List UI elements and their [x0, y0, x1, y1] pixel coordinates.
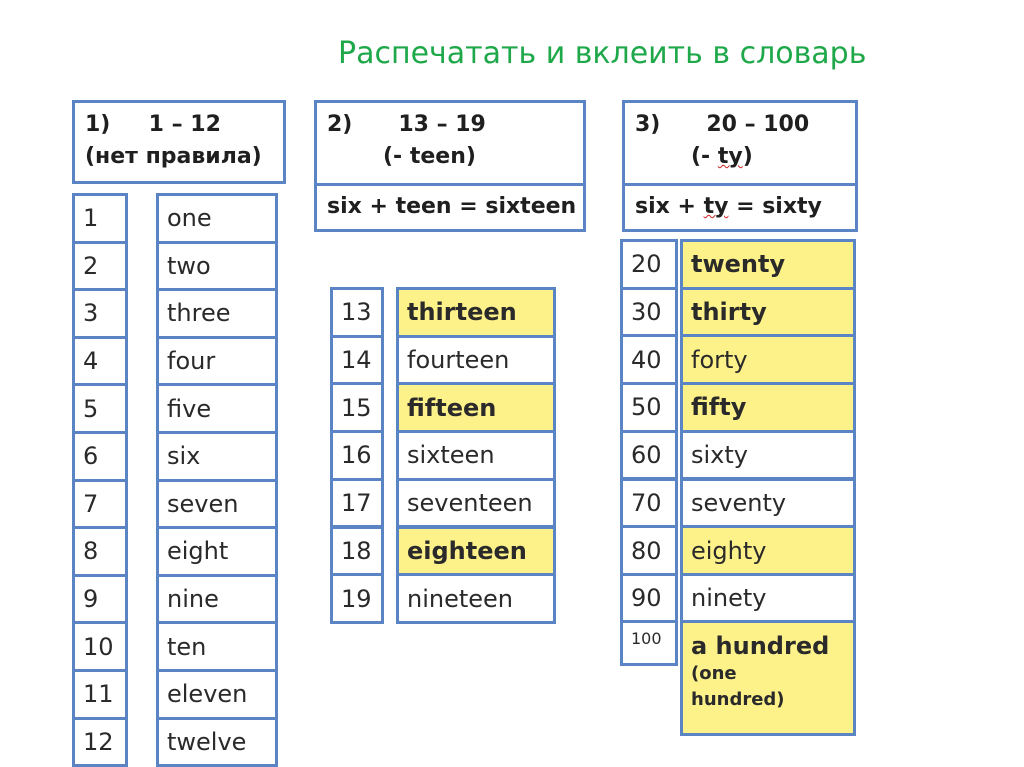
list3-word-ninety: ninety — [680, 573, 856, 624]
list3-number-30: 30 — [620, 287, 678, 338]
group-1-note: (нет правила) — [85, 144, 262, 169]
number-cell-100: 100 — [620, 620, 678, 666]
list3-number-40: 40 — [620, 334, 678, 385]
list2-word-fifteen: fifteen — [396, 382, 556, 433]
group-3-range: 3) 20 – 100 — [635, 112, 810, 137]
list1-word-eight: eight — [156, 526, 278, 577]
list2-word-eighteen: eighteen — [396, 526, 556, 577]
list1-word-twelve: twelve — [156, 717, 278, 767]
list1-word-seven: seven — [156, 479, 278, 530]
list3-word-seventy: seventy — [680, 478, 856, 529]
group-3-rule-prefix: six + — [635, 194, 704, 219]
group-3-rule-end: = sixty — [728, 194, 822, 219]
group-2-header — [314, 100, 586, 232]
list1-number-3: 3 — [72, 288, 128, 339]
list2-word-thirteen: thirteen — [396, 287, 556, 338]
group-2-range: 2) 13 – 19 — [327, 112, 486, 137]
list2-number-18: 18 — [330, 526, 384, 577]
list2-word-nineteen: nineteen — [396, 573, 556, 624]
list1-word-two: two — [156, 241, 278, 292]
list1-word-one: one — [156, 193, 278, 244]
list3-number-50: 50 — [620, 382, 678, 433]
list2-word-seventeen: seventeen — [396, 478, 556, 529]
group-1-header — [72, 100, 286, 184]
group-1-range: 1) 1 – 12 — [85, 112, 221, 137]
list1-number-2: 2 — [72, 241, 128, 292]
list1-number-7: 7 — [72, 479, 128, 530]
group-3-note — [635, 139, 845, 175]
list2-number-14: 14 — [330, 335, 384, 386]
list1-word-nine: nine — [156, 574, 278, 625]
list3-word-forty: forty — [680, 334, 856, 385]
list1-word-five: five — [156, 383, 278, 434]
list1-number-4: 4 — [72, 336, 128, 387]
list2-number-15: 15 — [330, 382, 384, 433]
list1-word-six: six — [156, 431, 278, 482]
group-3-note-end: ) — [742, 144, 753, 169]
list3-number-20: 20 — [620, 239, 678, 290]
list3-number-70: 70 — [620, 478, 678, 529]
group-3-rule — [625, 186, 855, 228]
list1-number-12: 12 — [72, 717, 128, 767]
list3-number-60: 60 — [620, 430, 678, 481]
list2-number-19: 19 — [330, 573, 384, 624]
list3-number-80: 80 — [620, 525, 678, 576]
list1-number-9: 9 — [72, 574, 128, 625]
group-2-rule: six + teen = sixteen — [327, 194, 577, 219]
list1-number-5: 5 — [72, 383, 128, 434]
group-3-header — [622, 100, 858, 232]
list1-number-10: 10 — [72, 621, 128, 672]
list2-number-13: 13 — [330, 287, 384, 338]
page-title: Распечатать и вклеить в словарь — [338, 36, 867, 71]
list1-word-eleven: eleven — [156, 669, 278, 720]
list3-word-twenty: twenty — [680, 239, 856, 290]
list1-word-four: four — [156, 336, 278, 387]
group-3-rule-suffix: ty — [703, 194, 729, 219]
list1-number-6: 6 — [72, 431, 128, 482]
list3-number-90: 90 — [620, 573, 678, 624]
group-2-note: (- teen) — [383, 144, 476, 169]
list3-word-eighty: eighty — [680, 525, 856, 576]
list2-word-fourteen: fourteen — [396, 335, 556, 386]
group-1-header-text — [75, 103, 283, 175]
group-3-note-suffix: ty — [717, 144, 743, 169]
hundred-alt-line-2: hundred) — [691, 689, 785, 710]
list3-word-thirty: thirty — [680, 287, 856, 338]
group-2-header-text — [317, 103, 583, 186]
hundred-alt-line-1: (one — [691, 663, 737, 684]
group-3-header-text — [625, 103, 855, 186]
list1-number-8: 8 — [72, 526, 128, 577]
list2-number-17: 17 — [330, 478, 384, 529]
list3-word-sixty: sixty — [680, 430, 856, 481]
list1-number-1: 1 — [72, 193, 128, 244]
list2-word-sixteen: sixteen — [396, 430, 556, 481]
list2-number-16: 16 — [330, 430, 384, 481]
hundred-word: a hundred — [691, 632, 830, 660]
word-cell-hundred — [680, 620, 856, 736]
list1-word-ten: ten — [156, 621, 278, 672]
group-3-note-prefix: (- — [691, 144, 718, 169]
list1-word-three: three — [156, 288, 278, 339]
list1-number-11: 11 — [72, 669, 128, 720]
list3-word-fifty: fifty — [680, 382, 856, 433]
